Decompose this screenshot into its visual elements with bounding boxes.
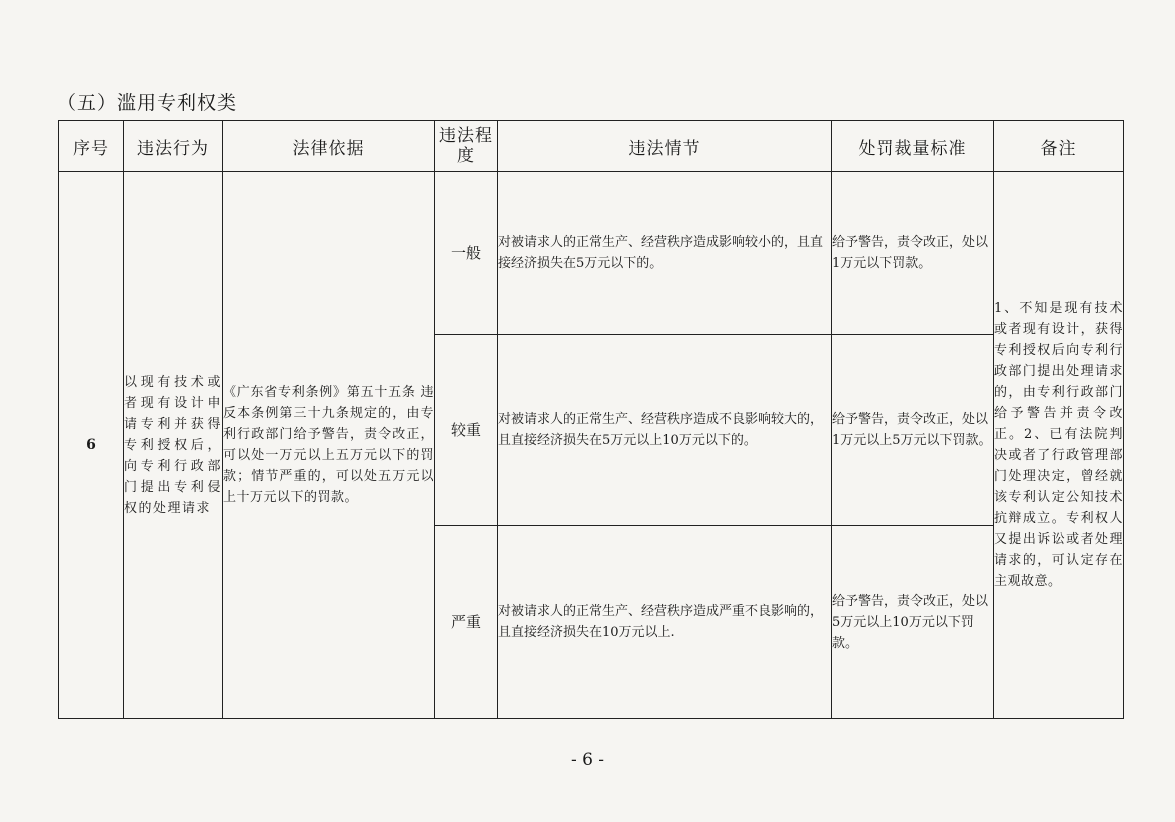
header-seq: 序号: [59, 121, 124, 172]
header-row: [59, 121, 1124, 172]
header-basis: 法律依据: [223, 121, 435, 172]
standard-serious: 给予警告，责令改正，处以1万元以上5万元以下罚款。: [832, 335, 994, 526]
circumstance-serious: 对被请求人的正常生产、经营秩序造成不良影响较大的，且直接经济损失在5万元以上10万元以下的。: [498, 335, 832, 526]
table-row: [59, 172, 1124, 335]
page-number: - 6 -: [570, 750, 605, 770]
row-seq: 6: [59, 172, 124, 719]
header-standard: 处罚裁量标准: [832, 121, 994, 172]
header-degree: 违法程度: [435, 121, 498, 172]
header-note: 备注: [994, 121, 1124, 172]
degree-serious: 较重: [435, 335, 498, 526]
legal-basis: 《广东省专利条例》第五十五条 违反本条例第三十九条规定的，由专利行政部门给予警告，责令改正，可以处一万元以上五万元以下的罚款；情节严重的，可以处五万元以上十万元以下的罚款。: [223, 172, 435, 719]
remarks: 1、不知是现有技术或者现有设计，获得专利授权后向专利行政部门提出处理请求的，由专利行政部门给予警告并责令改正。2、已有法院判决或者了行政管理部门处理决定，曾经就该专利认定公知技术抗辩成立。专利权人又提出诉讼或者处理请求的，可认定存在主观故意。: [994, 172, 1124, 719]
degree-general: 一般: [435, 172, 498, 335]
penalty-standard-table: [58, 120, 1124, 719]
circumstance-general: 对被请求人的正常生产、经营秩序造成影响较小的，且直接经济损失在5万元以下的。: [498, 172, 832, 335]
standard-severe: 给予警告，责令改正，处以5万元以上10万元以下罚款。: [832, 526, 994, 719]
header-circumstance: 违法情节: [498, 121, 832, 172]
section-title: （五）滥用专利权类: [57, 92, 238, 114]
standard-general: 给予警告，责令改正，处以1万元以下罚款。: [832, 172, 994, 335]
header-act: 违法行为: [124, 121, 223, 172]
circumstance-severe: 对被请求人的正常生产、经营秩序造成严重不良影响的，且直接经济损失在10万元以上.: [498, 526, 832, 719]
degree-severe: 严重: [435, 526, 498, 719]
violation-act: 以现有技术或者现有设计申请专利并获得专利授权后，向专利行政部门提出专利侵权的处理请求: [124, 172, 223, 719]
